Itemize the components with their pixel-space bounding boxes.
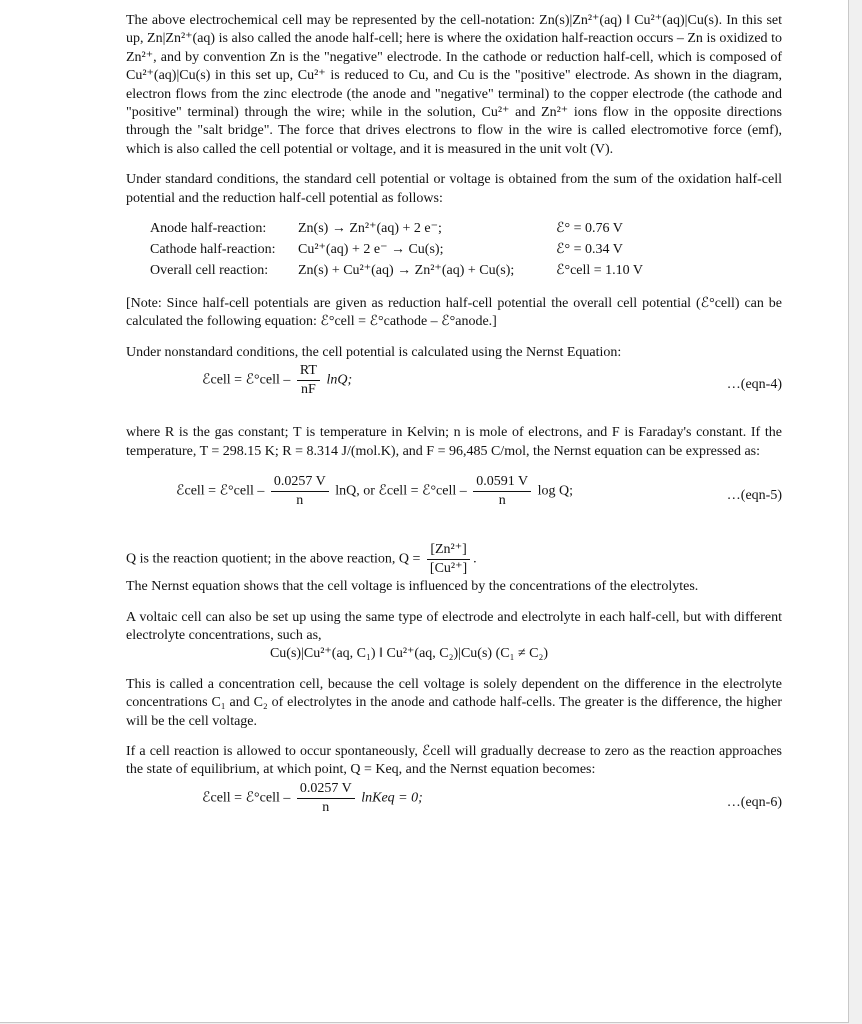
equation-6-tag: …(eqn-6) [726, 794, 782, 810]
equation-5-tag: …(eqn-5) [726, 488, 782, 504]
fraction-0257-n: $\frac{0.0257 V}{n}$ [271, 473, 329, 510]
reaction-table [150, 220, 782, 283]
reaction-row-overall: Overall cell reaction: Zn(s) + Cu²⁺(aq) → Zn²⁺(aq) + Cu(s); ℰ°cell = 1.10 V [150, 263, 644, 279]
fraction-0591-n: $\frac{0.0591 V}{n}$ [473, 473, 531, 510]
paragraph-equilibrium: If a cell reaction is allowed to occur spontaneously, ℰcell will gradually decrease to zero as the reaction approaches the state of equilibrium, at which point, Q = Keq, and the Nernst equation becomes: [126, 743, 782, 778]
paragraph-nernst-intro: Under nonstandard conditions, the cell potential is calculated using the Nernst Equation: [126, 344, 622, 360]
equation-5: ℰcell = ℰ°cell – $\frac{0.0257 V}{n}$ lnQ, or ℰcell = ℰ°cell – $\frac{0.0591 V}{n}$ log Q; …(eqn-5) [176, 474, 782, 509]
document-content [126, 12, 782, 832]
concentration-cell-notation: Cu(s)|Cu²⁺(aq, C₁) ‖ Cu²⁺(aq, C₂)|Cu(s) (C₁ ≠ C₂) [269, 646, 549, 662]
paragraph-reaction-quotient: Q is the reaction quotient; in the above reaction, Q = $\frac{\text{[Zn²⁺]}}{\text{[Cu²⁺]}}$ . [126, 542, 477, 577]
paragraph-constants: where R is the gas constant; T is temperature in Kelvin; n is mole of electrons, and F is Faraday's constant. If the temperature, T = 298.15 K; R = 8.314 J/(mol.K), and F = 96,485 C/mol, the Nernst equation can be expressed as: [126, 425, 782, 459]
paragraph-note: [Note: Since half-cell potentials are given as reduction half-cell potential the overall cell potential (ℰ°cell) can be calculated the following equation: ℰ°cell = ℰ°cathode – ℰ°anode.] [126, 296, 782, 330]
paragraph-voltaic-cell: A voltaic cell can also be set up using the same type of electrode and electrolyte in each half-cell, but with different electrolyte concentrations, such as, [126, 609, 782, 643]
paragraph-concentration-influence: The Nernst equation shows that the cell voltage is influenced by the concentrations of the electrolytes. [126, 579, 699, 595]
equation-4-tag: …(eqn-4) [726, 377, 782, 393]
equation-4: ℰcell = ℰ°cell – $\frac{RT}{nF}$ lnQ; …(eqn-4) [202, 363, 782, 398]
paragraph-cell-notation: The above electrochemical cell may be represented by the cell-notation: Zn(s)|Zn²⁺(aq) ‖ Cu²⁺(aq)|Cu(s). In this set up, Zn|Zn²⁺(aq) is also called the anode half-cell; here is where the oxidation half-reaction occurs – Zn is oxidized to Zn²⁺, and by convention Zn is the "negative" electrode. In the cathode or reduction half-cell, which is composed of Cu²⁺(aq)|Cu(s) in this set up, Cu²⁺ is reduced to Cu, and Cu is the "positive" electrode. As shown in the diagram, electron flows from the zinc electrode (the anode and "negative" terminal) to the copper electrode (the cathode and "positive" terminal) through the wire; while in the solution, Cu²⁺ and Zn²⁺ ions flow in the opposite directions through the "salt bridge". The force that drives electrons to flow in the wire is called electromotive force (emf), which is also called the cell potential or voltage, and it is measured in the unit volt (V). [126, 13, 782, 157]
equation-6: ℰcell = ℰ°cell – $\frac{0.0257 V}{n}$ lnKeq = 0; …(eqn-6) [202, 780, 782, 815]
reaction-row-cathode: Cathode half-reaction: Cu²⁺(aq) + 2 e⁻ → Cu(s); ℰ° = 0.34 V [150, 242, 623, 258]
paragraph-concentration-cell: This is called a concentration cell, because the cell voltage is solely dependent on the difference in the electrolyte concentrations C₁ and C₂ of electrolytes in the anode and cathode half-cells. The greater is the difference, the higher will be the cell voltage. [126, 676, 782, 729]
fraction-0257-n-eq6: $\frac{0.0257 V}{n}$ [297, 780, 355, 817]
fraction-rt-nf: $\frac{RT}{nF}$ [297, 362, 320, 399]
fraction-zn-cu: $\frac{\text{[Zn²⁺]}}{\text{[Cu²⁺]}}$ [427, 541, 470, 578]
reaction-row-anode: Anode half-reaction: Zn(s) → Zn²⁺(aq) + 2 e⁻; ℰ° = 0.76 V [150, 221, 623, 237]
paragraph-standard-conditions: Under standard conditions, the standard cell potential or voltage is obtained from the sum of the oxidation half-cell potential and the reduction half-cell potential as follows: [126, 172, 782, 206]
